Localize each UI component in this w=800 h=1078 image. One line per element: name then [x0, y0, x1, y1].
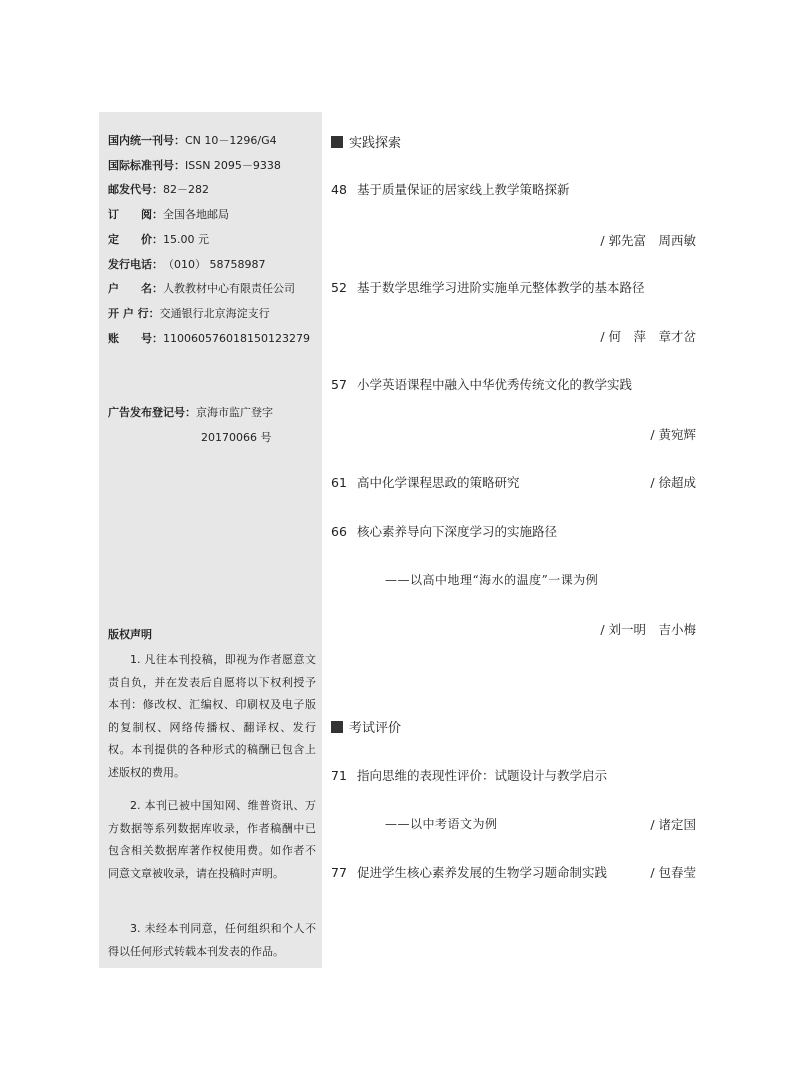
entry-author: / 包春莹	[650, 865, 696, 880]
info-label: 定 价：	[108, 233, 163, 246]
section-heading-exam	[331, 717, 401, 736]
info-label: 订 阅：	[108, 208, 163, 221]
ad-registration	[108, 404, 273, 420]
info-phone	[108, 256, 265, 272]
info-label: 账 号：	[108, 332, 163, 345]
section-title: 实践探索	[349, 136, 402, 151]
section-heading-practice	[331, 132, 401, 151]
info-value: （010） 58758987	[163, 258, 266, 271]
copyright-paragraph: 2. 本刊已被中国知网、维普资讯、万方数据等系列数据库收录，作者稿酬中已包含相关数据库著作权使用费。如作者不同意文章被收录，请在投稿时声明。	[108, 799, 316, 880]
info-value: ISSN 2095－9338	[185, 159, 281, 172]
info-value: 人教教材中心有限责任公司	[163, 282, 295, 295]
entry-page: 48	[331, 182, 347, 197]
entry-subtitle: ——以高中地理“海水的温度”一课为例	[385, 573, 599, 587]
toc-entry[interactable]	[331, 863, 607, 881]
info-value: 110060576018150123279	[163, 332, 310, 345]
entry-author: / 徐超成	[650, 475, 696, 490]
entry-title: 高中化学课程思政的策略研究	[357, 475, 520, 490]
copyright-paragraph: 1. 凡往本刊投稿，即视为作者愿意文责自负，并在发表后自愿将以下权利授予本刊：修改权、汇编权、印刷权及电子版的复制权、网络传播权、翻译权、发行权。本刊提供的各种形式的稿酬已包含上述版权的费用。	[108, 653, 316, 779]
entry-title: 基于数学思维学习进阶实施单元整体教学的基本路径	[357, 280, 645, 295]
entry-page: 71	[331, 768, 347, 783]
info-label: 邮发代号：	[108, 183, 163, 196]
info-label: 户 名：	[108, 282, 163, 295]
entry-title: 基于质量保证的居家线上教学策略探新	[357, 182, 570, 197]
info-account-name	[108, 280, 295, 296]
entry-author: / 何 萍 章才岔	[600, 329, 696, 344]
info-label: 发行电话：	[108, 258, 163, 271]
entry-author: / 黄宛辉	[650, 427, 696, 442]
toc-entry[interactable]	[331, 375, 632, 393]
copyright-paragraph: 3. 未经本刊同意，任何组织和个人不得以任何形式转载本刊发表的作品。	[108, 922, 316, 958]
info-value: CN 10－1296/G4	[185, 134, 277, 147]
entry-subtitle: ——以中考语文为例	[385, 817, 498, 831]
ad-value: 京海市监广登字	[196, 406, 273, 419]
info-account-number	[108, 330, 310, 346]
info-value: 全国各地邮局	[163, 208, 229, 221]
info-value: 15.00 元	[163, 233, 209, 246]
entry-title: 促进学生核心素养发展的生物学习题命制实践	[357, 865, 608, 880]
info-label: 国际标准刊号：	[108, 159, 185, 172]
ad-value-2: 20170066 号	[201, 431, 272, 444]
entry-page: 61	[331, 475, 347, 490]
ad-registration-number	[201, 429, 272, 445]
entry-page: 52	[331, 280, 347, 295]
info-label: 国内统一刊号：	[108, 134, 185, 147]
info-value: 交通银行北京海淀支行	[159, 307, 270, 320]
info-cn	[108, 132, 277, 148]
info-subscribe	[108, 206, 229, 222]
entry-page: 66	[331, 524, 347, 539]
info-price	[108, 231, 209, 247]
info-issn	[108, 157, 281, 173]
entry-author: / 刘一明 吉小梅	[600, 622, 696, 637]
info-label: 开 户 行：	[108, 307, 160, 320]
entry-page: 77	[331, 865, 347, 880]
copyright-title: 版权声明	[108, 628, 152, 641]
toc-entry[interactable]	[331, 473, 520, 491]
info-bank	[108, 305, 270, 321]
toc-entry[interactable]	[331, 180, 570, 198]
section-square-icon	[331, 721, 343, 733]
entry-page: 57	[331, 377, 347, 392]
toc-entry[interactable]	[331, 766, 607, 784]
entry-title: 核心素养导向下深度学习的实施路径	[357, 524, 558, 539]
entry-title: 小学英语课程中融入中华优秀传统文化的教学实践	[357, 377, 633, 392]
entry-title: 指向思维的表现性评价：试题设计与教学启示	[357, 768, 608, 783]
ad-label: 广告发布登记号：	[108, 406, 196, 419]
entry-author: / 诸定国	[650, 817, 696, 832]
toc-entry[interactable]	[331, 278, 645, 296]
entry-author: / 郭先富 周西敏	[600, 233, 696, 248]
toc-entry[interactable]	[331, 522, 557, 540]
section-square-icon	[331, 136, 343, 148]
info-value: 82－282	[163, 183, 209, 196]
section-title: 考试评价	[349, 721, 402, 736]
info-postal-code	[108, 181, 209, 197]
